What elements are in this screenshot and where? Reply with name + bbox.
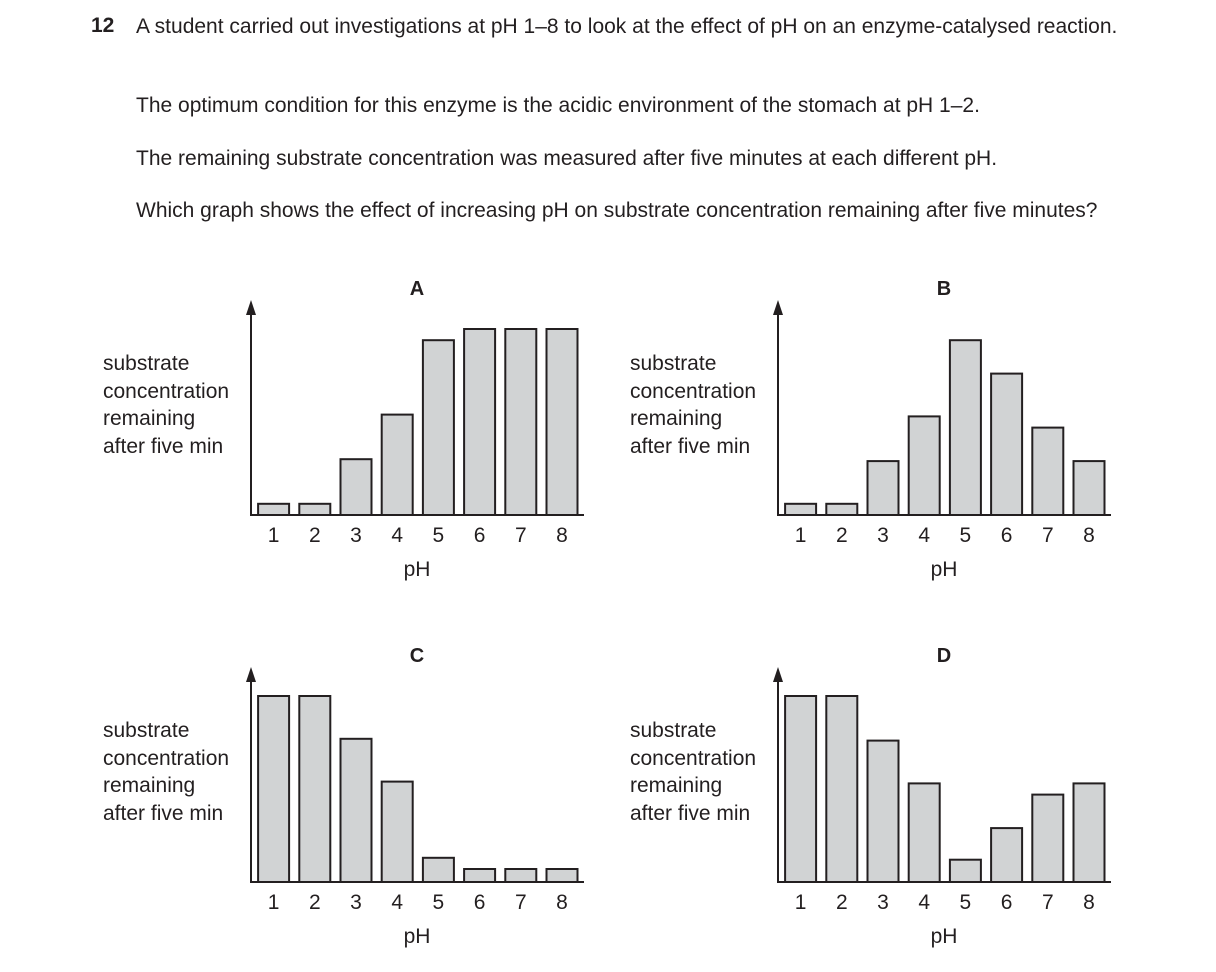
x-tick-label: 1 [267, 891, 280, 914]
x-tick-label: 5 [432, 891, 445, 914]
x-tick-label: 2 [835, 891, 848, 914]
x-tick-label: 3 [350, 891, 362, 914]
option-letter: D [936, 645, 952, 667]
y-axis-label-line: after five min [630, 434, 751, 458]
x-tick-label: 4 [391, 524, 404, 547]
bar-ph-8 [1074, 783, 1105, 882]
x-tick-label: 4 [391, 891, 404, 914]
x-tick-label: 3 [877, 524, 889, 547]
y-axis-label-line: remaining [103, 774, 196, 797]
bar-ph-1 [785, 696, 816, 882]
question-method: The remaining substrate concentration was measured after five minutes at each different pH. [136, 147, 998, 170]
y-axis-label-line: after five min [103, 434, 224, 458]
x-tick-label: 4 [918, 524, 931, 547]
y-axis-label-line: substrate [630, 352, 717, 375]
x-tick-label: 6 [473, 524, 486, 547]
x-tick-label: 1 [794, 891, 807, 914]
x-tick-label: 5 [959, 891, 972, 914]
x-tick-label: 5 [959, 524, 972, 547]
bar-ph-3 [868, 741, 899, 882]
bar-ph-5 [950, 860, 981, 882]
x-tick-label: 7 [514, 891, 527, 914]
x-tick-label: 2 [835, 524, 848, 547]
x-tick-label: 6 [473, 891, 486, 914]
x-tick-label: 2 [308, 891, 321, 914]
question-intro: A student carried out investigations at pH 1–8 to look at the effect of pH on an enzyme-catalysed reaction. [136, 15, 1118, 38]
x-tick-label: 6 [1000, 524, 1013, 547]
x-axis-label: pH [930, 558, 958, 581]
x-tick-label: 8 [556, 891, 568, 914]
x-tick-label: 1 [794, 524, 807, 547]
question-optimum: The optimum condition for this enzyme is the acidic environment of the stomach at pH 1–2. [136, 94, 980, 117]
y-axis-label-line: after five min [630, 801, 751, 825]
y-axis-label-line: substrate [103, 352, 190, 375]
y-axis-label-line: substrate [103, 719, 190, 742]
question-number: 12 [91, 14, 115, 37]
x-tick-label: 3 [877, 891, 889, 914]
y-axis-label-line: substrate [630, 719, 717, 742]
y-axis-label-line: remaining [630, 774, 723, 797]
x-axis-label: pH [930, 925, 958, 948]
x-tick-label: 5 [432, 524, 445, 547]
x-tick-label: 8 [556, 524, 568, 547]
y-axis-label-line: concentration [103, 746, 230, 770]
option-letter: B [936, 278, 952, 300]
y-axis-label-line: after five min [103, 801, 224, 825]
x-axis-label: pH [403, 558, 431, 581]
bar-ph-4 [909, 783, 940, 882]
y-axis-label-line: remaining [103, 407, 196, 430]
y-axis-label-line: concentration [103, 379, 230, 403]
bar-ph-2 [826, 696, 857, 882]
question-prompt: Which graph shows the effect of increasing pH on substrate concentration remaining after five minutes? [136, 199, 1098, 222]
x-axis-label: pH [403, 925, 431, 948]
x-tick-label: 8 [1083, 524, 1095, 547]
bar-ph-6 [991, 828, 1022, 882]
y-axis-label-line: concentration [630, 379, 757, 403]
y-axis-label-line: concentration [630, 746, 757, 770]
x-tick-label: 2 [308, 524, 321, 547]
x-tick-label: 4 [918, 891, 931, 914]
y-axis-arrow-icon [773, 667, 783, 682]
x-tick-label: 8 [1083, 891, 1095, 914]
option-letter: C [409, 645, 425, 667]
x-tick-label: 7 [514, 524, 527, 547]
y-axis-label-line: remaining [630, 407, 723, 430]
x-tick-label: 7 [1041, 524, 1054, 547]
x-tick-label: 7 [1041, 891, 1054, 914]
option-letter: A [409, 278, 425, 300]
x-tick-label: 1 [267, 524, 280, 547]
x-tick-label: 6 [1000, 891, 1013, 914]
bar-ph-7 [1032, 795, 1063, 882]
x-tick-label: 3 [350, 524, 362, 547]
